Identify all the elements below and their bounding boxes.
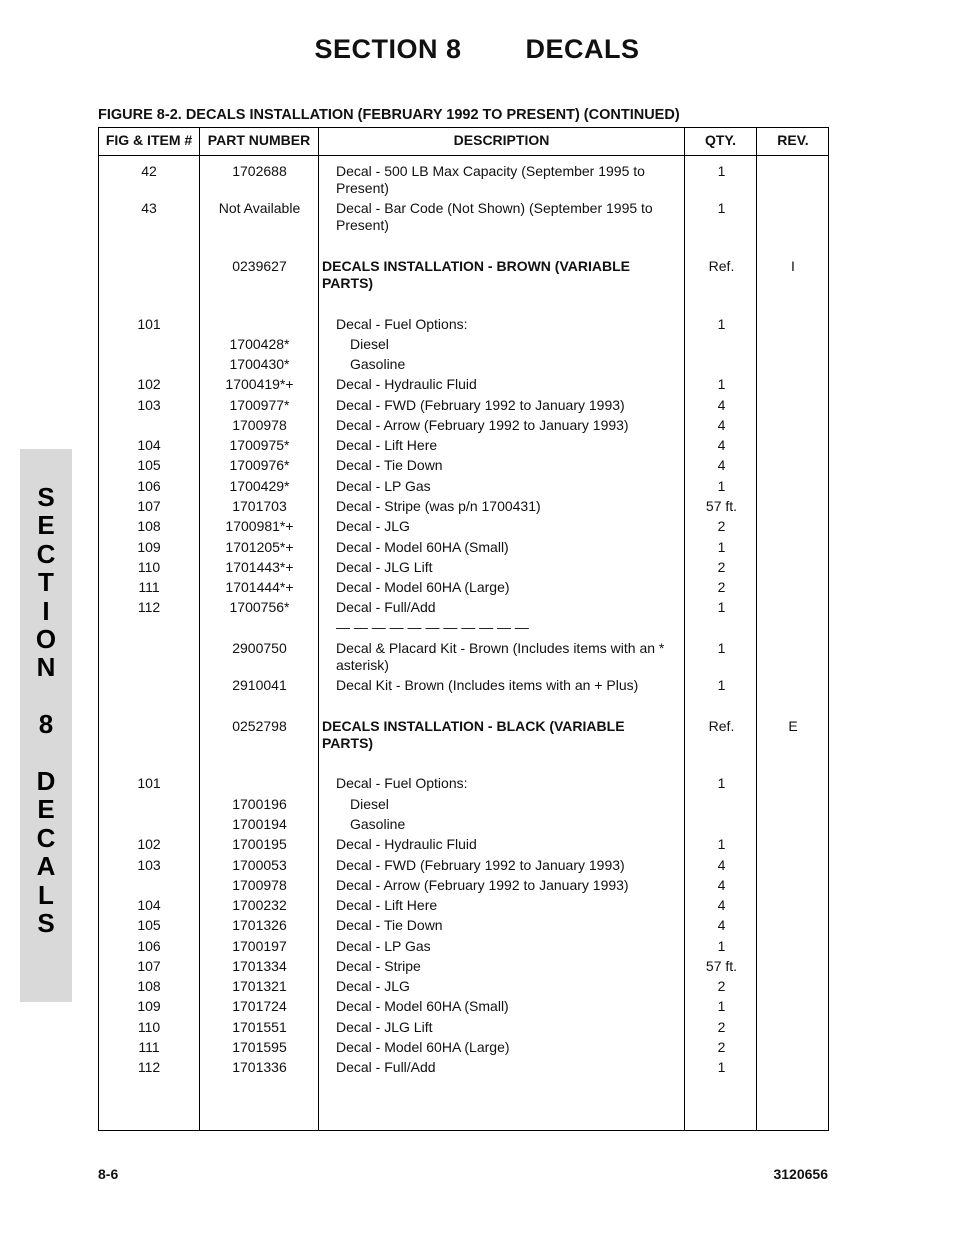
cell-qty: 1	[717, 775, 726, 791]
cell-description: Decal - 500 LB Max Capacity (September 1995 to Present)	[336, 163, 645, 196]
cell-part-number: 1700976*	[229, 457, 290, 473]
cell-fig-item: 112	[137, 1059, 161, 1075]
cell-part-number: 1700978	[232, 417, 287, 433]
side-tab-letter: I	[42, 595, 50, 626]
cell-part-number: 1700053	[232, 857, 287, 873]
cell-description: Decal - LP Gas	[336, 938, 431, 954]
cell-part-number: 1701321	[232, 978, 287, 994]
cell-description: Decal - Stripe	[336, 958, 421, 974]
cell-part-number: 1701443*+	[225, 559, 294, 575]
side-tab-letter: E	[37, 510, 55, 541]
cell-qty: 2	[717, 1019, 726, 1035]
cell-qty: 4	[717, 917, 726, 933]
cell-fig-item: 103	[137, 397, 161, 413]
side-tab-letter: E	[37, 794, 55, 825]
cell-fig-item: 43	[141, 200, 157, 216]
cell-qty: 4	[717, 437, 726, 453]
cell-fig-item: 104	[137, 897, 161, 913]
cell-part-number: 1702688	[232, 163, 287, 179]
cell-part-number: 0252798	[232, 718, 287, 734]
cell-description: Decal - Tie Down	[336, 457, 443, 473]
cell-part-number: 1701444*+	[225, 579, 294, 595]
cell-part-number: 1700232	[232, 897, 287, 913]
header-rev: REV.	[777, 132, 809, 148]
header-fig-item: FIG & ITEM #	[105, 132, 193, 148]
side-tab-letter: 8	[38, 709, 54, 740]
cell-description: Decal - Lift Here	[336, 437, 438, 453]
cell-description: Decal - JLG Lift	[336, 1019, 433, 1035]
cell-fig-item: 110	[137, 559, 161, 575]
cell-qty: 4	[717, 457, 726, 473]
cell-part-number: 1701703	[232, 498, 287, 514]
side-tab-letter	[20, 739, 72, 767]
section-title: DECALS	[525, 34, 640, 64]
cell-qty: 1	[717, 599, 726, 615]
cell-qty: 1	[717, 640, 726, 656]
cell-fig-item: 112	[137, 599, 161, 615]
cell-qty: 2	[717, 518, 726, 534]
cell-part-number: 1700977*	[229, 397, 290, 413]
cell-part-number: 1700975*	[229, 437, 290, 453]
cell-qty: Ref.	[708, 258, 735, 274]
side-tab-letter: T	[38, 567, 54, 598]
cell-part-number: 1701334	[232, 958, 287, 974]
cell-description: Decal - JLG	[336, 518, 410, 534]
cell-qty: 1	[717, 938, 726, 954]
cell-description: Decal - Model 60HA (Small)	[336, 539, 509, 555]
cell-fig-item: 106	[137, 938, 161, 954]
figure-title: FIGURE 8-2. DECALS INSTALLATION (FEBRUARY 1992 TO PRESENT) (CONTINUED)	[98, 107, 680, 123]
cell-qty: 2	[717, 559, 726, 575]
cell-fig-item: 104	[137, 437, 161, 453]
cell-fig-item: 107	[137, 958, 161, 974]
cell-qty: 1	[717, 677, 726, 693]
cell-part-number: 1700430*	[229, 356, 290, 372]
cell-fig-item: 102	[137, 376, 161, 392]
cell-description: Diesel	[350, 796, 389, 812]
cell-qty: 4	[717, 897, 726, 913]
cell-part-number: 1700419*+	[225, 376, 294, 392]
cell-description: Decal - JLG	[336, 978, 410, 994]
cell-fig-item: 109	[137, 998, 161, 1014]
cell-qty: 4	[717, 877, 726, 893]
header-part-number: PART NUMBER	[207, 132, 311, 148]
cell-description: Decal - Arrow (February 1992 to January 1993)	[336, 417, 629, 433]
cell-qty: 57 ft.	[705, 498, 738, 514]
cell-qty: 4	[717, 857, 726, 873]
cell-fig-item: 102	[137, 836, 161, 852]
cell-part-number: Not Available	[218, 200, 301, 216]
cell-part-number: 2910041	[232, 677, 287, 693]
cell-description: Decal - Model 60HA (Small)	[336, 998, 509, 1014]
cell-part-number: 1701205*+	[225, 539, 294, 555]
cell-part-number: 1700195	[232, 836, 287, 852]
cell-qty: 2	[717, 978, 726, 994]
cell-part-number: 1701595	[232, 1039, 287, 1055]
cell-qty: Ref.	[708, 718, 735, 734]
cell-fig-item: 110	[137, 1019, 161, 1035]
cell-part-number: 1700756*	[229, 599, 290, 615]
side-tab-letter: L	[38, 879, 54, 910]
cell-qty: 1	[717, 376, 726, 392]
cell-description: — — — — — — — — — — —	[336, 619, 529, 635]
cell-description: Gasoline	[350, 816, 406, 832]
side-tab-letter: D	[36, 766, 56, 797]
cell-fig-item: 106	[137, 478, 161, 494]
section-side-tab	[20, 449, 72, 1002]
side-tab-letter: S	[37, 482, 55, 512]
side-tab-letter: A	[36, 851, 56, 882]
side-tab-letter: N	[36, 652, 56, 683]
cell-description: Decal - Full/Add	[336, 1059, 436, 1075]
side-tab-letter: S	[37, 908, 55, 939]
cell-description: Decal - Hydraulic Fluid	[336, 376, 477, 392]
cell-description: Decal - Tie Down	[336, 917, 443, 933]
cell-qty: 2	[717, 1039, 726, 1055]
cell-fig-item: 111	[138, 1039, 160, 1055]
cell-qty: 1	[717, 478, 726, 494]
cell-qty: 4	[717, 417, 726, 433]
header-qty: QTY.	[704, 132, 737, 148]
side-tab-text	[20, 483, 72, 938]
page-number: 8-6	[98, 1166, 119, 1182]
cell-description: Decal - Full/Add	[336, 599, 436, 615]
cell-description: Decal - Bar Code (Not Shown) (September 1995 to Present)	[336, 200, 653, 233]
cell-part-number: 1700429*	[229, 478, 290, 494]
cell-description: Decal - LP Gas	[336, 478, 431, 494]
cell-qty: 1	[717, 316, 726, 332]
cell-description: Diesel	[350, 336, 389, 352]
cell-rev: I	[791, 258, 795, 274]
cell-part-number: 1700196	[232, 796, 287, 812]
cell-part-number: 0239627	[232, 258, 287, 274]
cell-description: DECALS INSTALLATION - BLACK (VARIABLE PARTS)	[322, 718, 625, 751]
cell-part-number: 1701336	[232, 1059, 287, 1075]
cell-fig-item: 42	[141, 163, 157, 179]
cell-fig-item: 105	[137, 917, 161, 933]
cell-fig-item: 105	[137, 457, 161, 473]
cell-fig-item: 107	[137, 498, 161, 514]
cell-fig-item: 101	[137, 775, 161, 791]
cell-description: DECALS INSTALLATION - BROWN (VARIABLE PARTS)	[322, 258, 630, 291]
cell-fig-item: 101	[137, 316, 161, 332]
cell-rev: E	[788, 718, 798, 734]
cell-description: Decal - FWD (February 1992 to January 1993)	[336, 397, 625, 413]
cell-qty: 4	[717, 397, 726, 413]
cell-fig-item: 111	[138, 579, 160, 595]
cell-description: Decal - Hydraulic Fluid	[336, 836, 477, 852]
cell-description: Gasoline	[350, 356, 406, 372]
cell-qty: 1	[717, 998, 726, 1014]
cell-description: Decal - Arrow (February 1992 to January 1993)	[336, 877, 629, 893]
cell-qty: 1	[717, 836, 726, 852]
page-title	[0, 34, 954, 65]
cell-qty: 1	[717, 200, 726, 216]
cell-fig-item: 109	[137, 539, 161, 555]
cell-part-number: 2900750	[232, 640, 287, 656]
column-divider	[684, 128, 685, 1130]
cell-description: Decal - Fuel Options:	[336, 775, 468, 791]
cell-description: Decal - Model 60HA (Large)	[336, 1039, 510, 1055]
cell-qty: 2	[717, 579, 726, 595]
cell-description: Decal - JLG Lift	[336, 559, 433, 575]
cell-qty: 1	[717, 1059, 726, 1075]
cell-part-number: 1700194	[232, 816, 287, 832]
cell-description: Decal & Placard Kit - Brown (Includes items with an * asterisk)	[336, 640, 665, 673]
side-tab-letter: C	[36, 538, 56, 569]
cell-part-number: 1701326	[232, 917, 287, 933]
document-number: 3120656	[773, 1166, 828, 1182]
cell-description: Decal - Fuel Options:	[336, 316, 468, 332]
cell-qty: 1	[717, 163, 726, 179]
cell-description: Decal - Lift Here	[336, 897, 438, 913]
section-number: SECTION 8	[314, 34, 462, 64]
cell-part-number: 1701551	[232, 1019, 287, 1035]
cell-qty: 57 ft.	[705, 958, 738, 974]
cell-fig-item: 108	[137, 518, 161, 534]
side-tab-letter	[20, 682, 72, 710]
parts-table	[98, 127, 829, 1131]
side-tab-letter: C	[36, 822, 56, 853]
side-tab-letter: O	[35, 624, 57, 655]
cell-part-number: 1701724	[232, 998, 287, 1014]
cell-part-number: 1700978	[232, 877, 287, 893]
cell-description: Decal - Stripe (was p/n 1700431)	[336, 498, 541, 514]
cell-description: Decal - FWD (February 1992 to January 1993)	[336, 857, 625, 873]
cell-description: Decal - Model 60HA (Large)	[336, 579, 510, 595]
cell-fig-item: 108	[137, 978, 161, 994]
cell-part-number: 1700197	[232, 938, 287, 954]
cell-part-number: 1700981*+	[225, 518, 294, 534]
cell-qty: 1	[717, 539, 726, 555]
header-description: DESCRIPTION	[453, 132, 550, 148]
cell-fig-item: 103	[137, 857, 161, 873]
cell-description: Decal Kit - Brown (Includes items with an + Plus)	[336, 677, 639, 693]
cell-part-number: 1700428*	[229, 336, 290, 352]
table-header	[99, 128, 828, 156]
